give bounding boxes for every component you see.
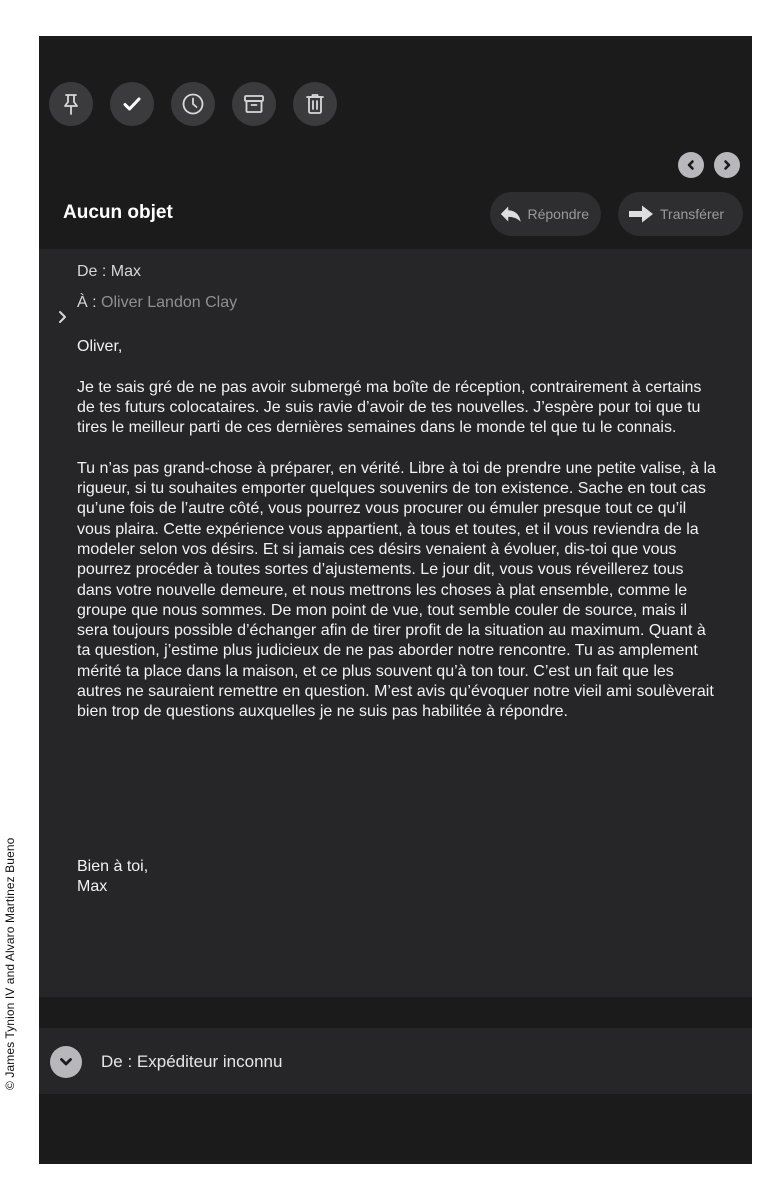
from-value: Max xyxy=(110,263,142,280)
mail-window xyxy=(39,36,752,1164)
message-panel xyxy=(39,249,752,997)
to-label: À : xyxy=(77,294,102,311)
paragraph-2: Tu n’as pas grand-chose à préparer, en vérité. Libre à toi de prendre une petite valise, à la rigueur, si tu souhaites emporter quelques souvenirs de ton existence. Sache en tout cas qu’une fois de l’autre côté, vous pourrez vous procurer ou émuler presque tout ce qu’il vous plaira. Cette expérience vous appartient, à tous et toutes, et il vous reviendra de la modeler selon vos désirs. Et si jamais ces désirs venaient à évoluer, dis-toi que vous pourrez procéder à toutes sortes d’ajustements. Le jour dit, vous vous réveillerez tous dans votre nouvelle demeure, et nous mettrons les choses à plat ensemble, comme le groupe que nous sommes. De mon point de vue, tout semble couler de source, mais il sera toujours possible d’échanger afin de tirer profit de la situation au maximum. Quant à ta question, j’estime plus judicieux de ne pas aborder notre rencontre. Tu as amplement mérité ta place dans la maison, et ce plus souvent qu’à ton tour. C’est un fait que les autres ne sauraient remettre en question. M’est avis qu’évoquer notre vieil ami soulèverait bien trop de questions auxquelles je ne suis pas habilitée à répondre. xyxy=(77,459,716,721)
trash-icon xyxy=(304,92,326,116)
clock-icon xyxy=(181,92,205,116)
reply-arrow-icon xyxy=(500,204,522,224)
signature: Max xyxy=(77,878,108,896)
previous-message-button[interactable] xyxy=(678,152,704,178)
to-value[interactable]: Oliver Landon Clay xyxy=(101,294,238,311)
from-label: De : xyxy=(77,263,111,280)
forward-label: Transférer xyxy=(660,206,725,222)
check-icon xyxy=(121,93,143,115)
pin-icon xyxy=(60,92,82,116)
message-navigation xyxy=(678,152,740,178)
chevron-down-icon xyxy=(59,1057,73,1067)
reply-button[interactable] xyxy=(490,192,601,236)
pin-button[interactable] xyxy=(49,82,93,126)
done-button[interactable] xyxy=(110,82,154,126)
collapsed-message[interactable] xyxy=(39,1028,752,1094)
expand-message-button[interactable] xyxy=(50,1046,82,1078)
signature-block xyxy=(77,857,148,898)
greeting: Oliver, xyxy=(77,338,123,355)
expand-recipients-icon[interactable] xyxy=(58,310,68,324)
copyright-credit: © James Tynion IV and Alvaro Martinez Bueno xyxy=(3,837,17,1090)
archive-button[interactable] xyxy=(232,82,276,126)
paragraph-1: Je te sais gré de ne pas avoir submergé ma boîte de réception, contrairement à certains de tes futurs colocataires. Je suis ravie d’avoir de tes nouvelles. J’espère pour toi que tu tires le meilleur parti de ces dernières semaines dans le monde tel que tu le connais. xyxy=(77,378,702,437)
toolbar xyxy=(49,82,337,126)
delete-button[interactable] xyxy=(293,82,337,126)
signoff: Bien à toi, xyxy=(77,858,149,875)
collapsed-sender: De : Expéditeur inconnu xyxy=(101,1052,283,1071)
chevron-right-icon xyxy=(721,159,733,171)
forward-button[interactable] xyxy=(618,192,743,236)
email-subject: Aucun objet xyxy=(63,202,173,223)
reply-label: Répondre xyxy=(527,206,589,222)
to-line xyxy=(77,294,237,312)
snooze-button[interactable] xyxy=(171,82,215,126)
from-line xyxy=(77,263,141,281)
next-message-button[interactable] xyxy=(714,152,740,178)
forward-arrow-icon xyxy=(628,204,654,224)
archive-icon xyxy=(242,93,266,115)
chevron-left-icon xyxy=(685,159,697,171)
message-body xyxy=(77,337,717,743)
